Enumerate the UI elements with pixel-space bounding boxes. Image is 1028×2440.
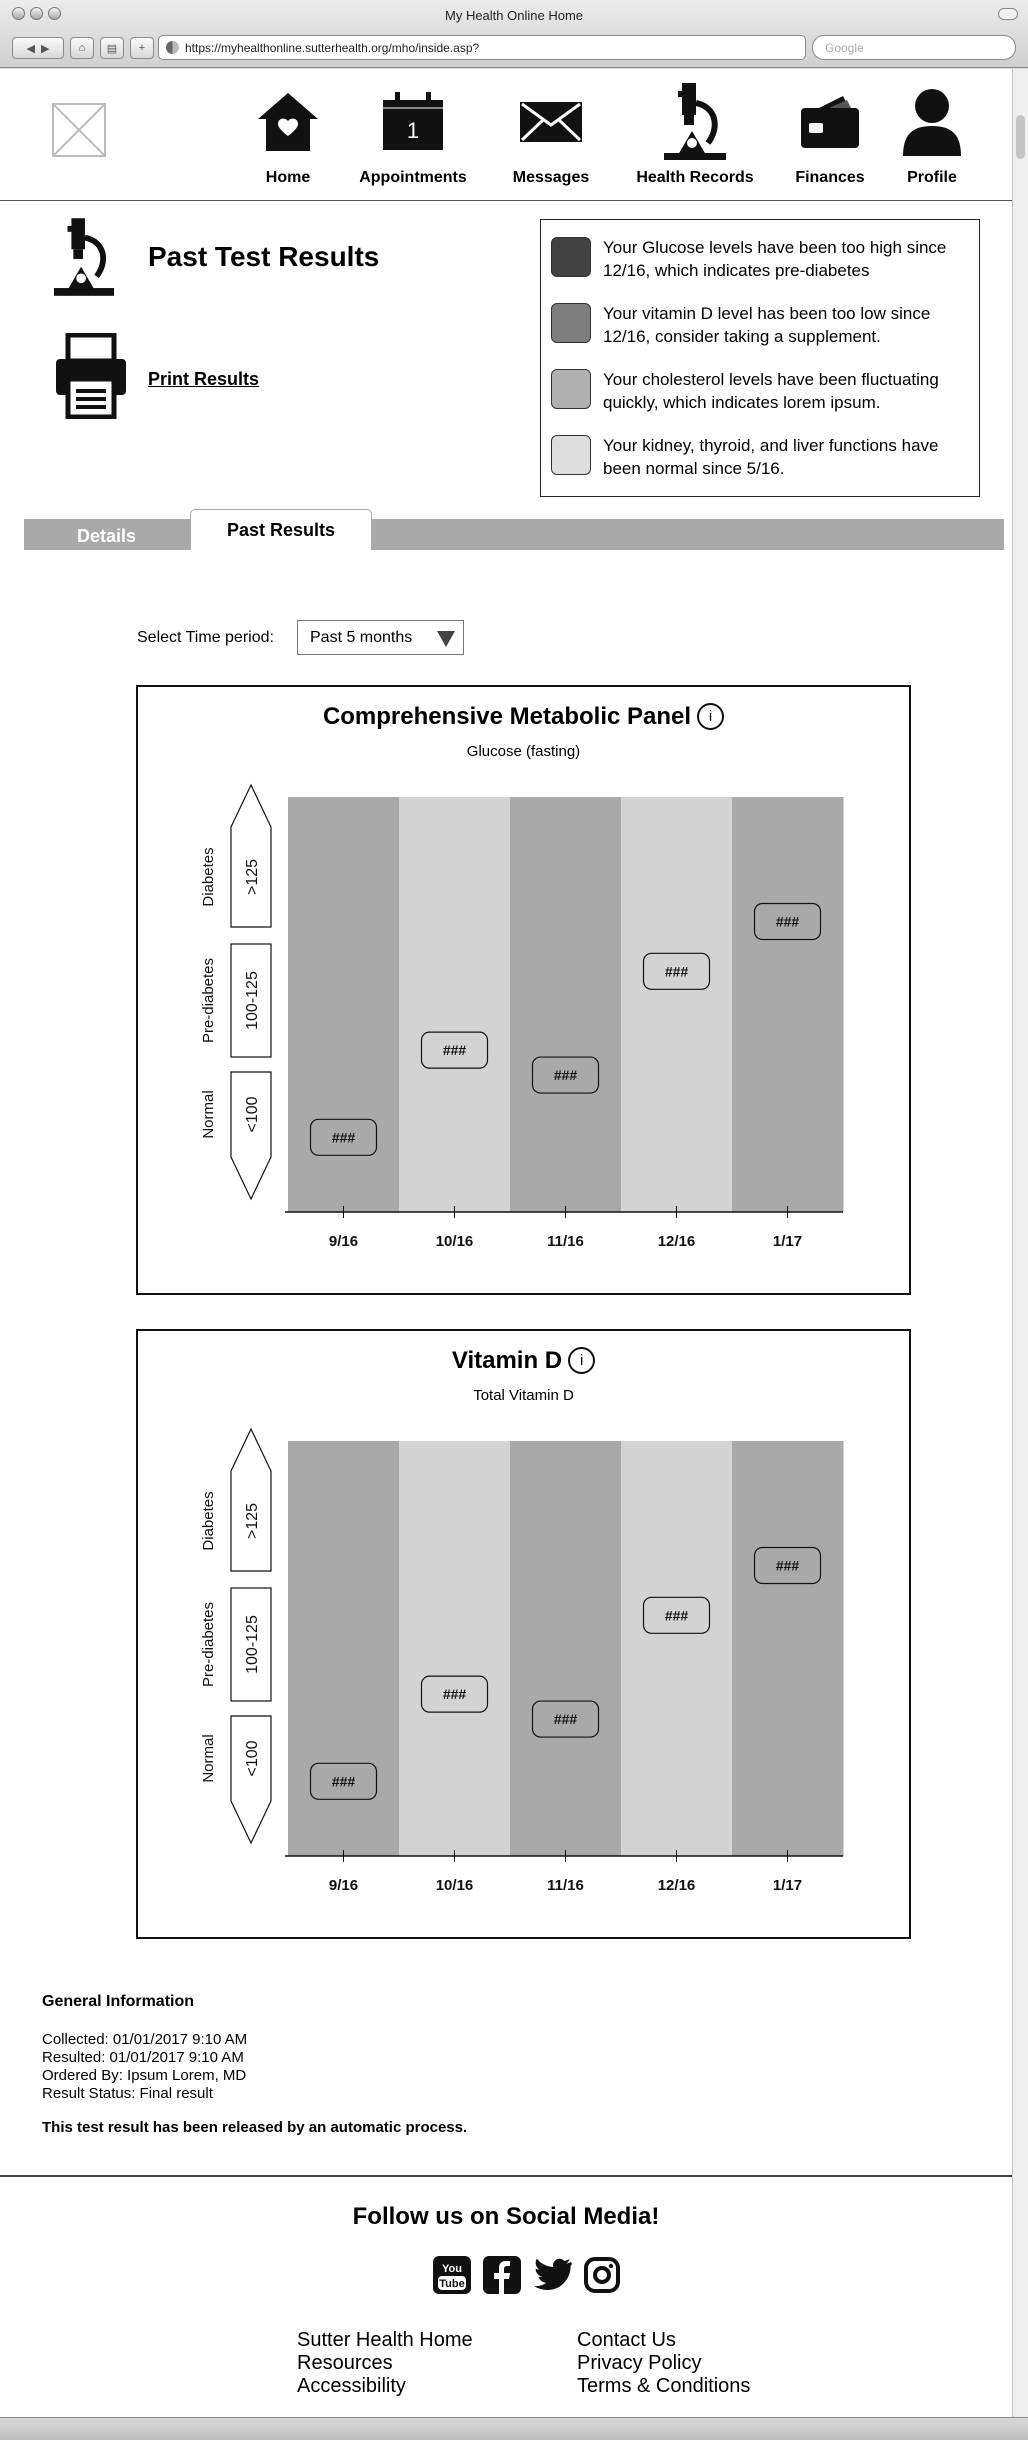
time-period-select[interactable] <box>297 620 464 655</box>
range-category-label: Pre-diabetes <box>200 957 217 1044</box>
time-period-value: Past 5 months <box>310 628 413 646</box>
youtube-icon[interactable] <box>432 2255 472 2295</box>
legend-swatch <box>551 303 591 343</box>
legend-item <box>551 369 969 435</box>
nav-appointments[interactable] <box>348 83 478 187</box>
data-point-label: ### <box>442 1686 467 1703</box>
legend-swatch <box>551 369 591 409</box>
nav-home-label: Home <box>265 169 311 186</box>
chart-title-text: Vitamin D <box>451 1347 563 1374</box>
browser-chrome <box>0 0 1028 68</box>
data-point-label: ### <box>331 1773 356 1790</box>
logo-placeholder <box>52 103 106 157</box>
site-header <box>0 69 1012 201</box>
nav-appointments-label: Appointments <box>359 169 467 186</box>
range-segment-high <box>231 1429 271 1571</box>
address-bar[interactable] <box>158 35 806 60</box>
results-summary-legend <box>540 219 980 497</box>
footer-link-resources[interactable]: Resources <box>297 2352 393 2374</box>
x-tick-label: 12/16 <box>657 1233 696 1250</box>
legend-text: Your vitamin D level has been too low since 12/16, consider taking a supplement. <box>603 304 931 346</box>
instagram-icon[interactable] <box>582 2255 622 2295</box>
result-status: Result Status: Final result <box>42 2085 213 2102</box>
calendar-badge: 1 <box>406 118 420 143</box>
data-point-label: ### <box>775 913 800 930</box>
browser-search-input[interactable]: Google <box>812 35 1016 60</box>
range-threshold-label: <100 <box>244 1096 261 1133</box>
chart-column-band <box>399 1441 511 1856</box>
general-information <box>42 1993 742 2136</box>
range-category-label: Diabetes <box>200 847 217 907</box>
general-info-heading: General Information <box>42 1993 195 2010</box>
calendar-icon <box>348 83 478 161</box>
chart-subtitle: Total Vitamin D <box>473 1387 574 1404</box>
resulted-date: Resulted: 01/01/2017 9:10 AM <box>42 2049 244 2066</box>
tab-details[interactable]: Details <box>76 526 137 546</box>
data-point-label: ### <box>442 1042 467 1059</box>
home-browser-button[interactable]: ⌂ <box>70 37 94 59</box>
x-tick-label: 9/16 <box>328 1233 359 1250</box>
chart-column-band <box>510 797 622 1212</box>
chart-title <box>138 1347 909 1375</box>
add-bookmark-button[interactable]: + <box>130 37 154 59</box>
nav-messages[interactable] <box>486 83 616 187</box>
person-icon <box>867 83 997 161</box>
legend-text: Your Glucose levels have been too high since 12/16, which indicates pre-diabetes <box>603 238 947 280</box>
toolbar-toggle-button[interactable] <box>998 8 1018 20</box>
chart-column-band <box>288 797 400 1212</box>
vitamin-d-chart-panel <box>136 1329 911 1939</box>
envelope-icon <box>486 83 616 161</box>
range-threshold-label: <100 <box>244 1740 261 1777</box>
microscope-icon <box>630 83 760 161</box>
footer-link-terms[interactable]: Terms & Conditions <box>577 2375 751 2397</box>
site-icon <box>166 41 179 54</box>
vitamin-d-chart <box>138 1331 909 1937</box>
legend-swatch <box>551 435 591 475</box>
chart-column-band <box>621 1441 733 1856</box>
data-point-label: ### <box>664 963 689 980</box>
nav-health-records-label: Health Records <box>636 169 754 186</box>
home-icon <box>223 83 353 161</box>
range-threshold-label: 100-125 <box>244 1615 261 1674</box>
nav-health-records[interactable] <box>630 83 760 187</box>
svg-text:Tube: Tube <box>439 2278 465 2290</box>
twitter-icon[interactable] <box>532 2255 572 2295</box>
chart-subtitle: Glucose (fasting) <box>466 743 581 760</box>
range-category-label: Diabetes <box>200 1491 217 1551</box>
tab-past-results[interactable]: Past Results <box>190 509 372 550</box>
time-period-label: Select Time period: <box>137 629 274 646</box>
nav-profile[interactable] <box>867 83 997 187</box>
browser-nav-buttons <box>12 37 154 59</box>
glucose-chart <box>138 687 909 1293</box>
data-point-label: ### <box>664 1607 689 1624</box>
printer-icon[interactable] <box>54 333 128 419</box>
range-category-label: Pre-diabetes <box>200 1601 217 1688</box>
info-icon[interactable]: i <box>568 1347 595 1374</box>
range-category-label: Normal <box>200 1090 217 1139</box>
data-point-label: ### <box>553 1067 578 1084</box>
chart-column-band <box>732 1441 844 1856</box>
social-links <box>432 2255 622 2295</box>
data-point-label: ### <box>553 1711 578 1728</box>
collected-date: Collected: 01/01/2017 9:10 AM <box>42 2031 248 2048</box>
chart-column-band <box>621 797 733 1212</box>
tab-bar <box>24 519 1004 550</box>
nav-home[interactable] <box>223 83 353 187</box>
chart-column-band <box>288 1441 400 1856</box>
data-point-label: ### <box>775 1557 800 1574</box>
legend-item <box>551 435 969 501</box>
info-icon[interactable]: i <box>697 703 724 730</box>
footer-link-contact[interactable]: Contact Us <box>577 2329 676 2351</box>
range-threshold-label: 100-125 <box>244 971 261 1030</box>
back-forward-buttons[interactable]: ◀ ▶ <box>12 37 64 59</box>
footer-title: Follow us on Social Media! <box>352 2203 660 2230</box>
svg-text:You: You <box>442 2263 462 2275</box>
data-point-label: ### <box>331 1129 356 1146</box>
footer-link-accessibility[interactable]: Accessibility <box>297 2375 406 2397</box>
chart-column-band <box>732 797 844 1212</box>
page-title: Past Test Results <box>148 241 380 272</box>
url-text: https://myhealthonline.sutterhealth.org/mho/inside.asp? <box>185 40 480 55</box>
x-tick-label: 12/16 <box>657 1877 696 1894</box>
chart-column-band <box>399 797 511 1212</box>
legend-swatch <box>551 237 591 277</box>
x-tick-label: 10/16 <box>435 1877 474 1894</box>
range-segment-low <box>231 1716 271 1843</box>
facebook-icon[interactable] <box>482 2255 522 2295</box>
scrollbar-thumb[interactable] <box>1016 115 1025 159</box>
range-segment-high <box>231 785 271 927</box>
browser-status-bar <box>0 2417 1028 2440</box>
range-threshold-label: >125 <box>244 1502 261 1540</box>
x-tick-label: 9/16 <box>328 1877 359 1894</box>
range-category-label: Normal <box>200 1734 217 1783</box>
nav-messages-label: Messages <box>512 169 590 186</box>
chart-column-band <box>510 1441 622 1856</box>
print-results-link[interactable]: Print Results <box>148 369 260 389</box>
footer-link-privacy[interactable]: Privacy Policy <box>577 2352 702 2374</box>
x-tick-label: 11/16 <box>547 1877 584 1894</box>
x-tick-label: 1/17 <box>772 1877 803 1894</box>
legend-item <box>551 237 969 303</box>
chart-title <box>138 703 909 731</box>
range-segment-low <box>231 1072 271 1199</box>
nav-profile-label: Profile <box>907 169 957 186</box>
footer-link-sutter-home[interactable]: Sutter Health Home <box>297 2329 473 2351</box>
range-threshold-label: >125 <box>244 858 261 896</box>
legend-text: Your cholesterol levels have been fluctuating quickly, which indicates lorem ipsum. <box>603 370 939 412</box>
legend-text: Your kidney, thyroid, and liver functions have been normal since 5/16. <box>603 436 939 478</box>
footer-links-left <box>297 2329 473 2398</box>
release-note: This test result has been released by an automatic process. <box>42 2119 468 2136</box>
page-content <box>0 69 1012 2417</box>
x-tick-label: 11/16 <box>547 1233 584 1250</box>
chart-title-text: Comprehensive Metabolic Panel <box>322 703 692 730</box>
dropdown-arrow-icon <box>437 631 455 647</box>
site-footer <box>0 2175 1012 2417</box>
x-tick-label: 10/16 <box>435 1233 474 1250</box>
ordered-by: Ordered By: Ipsum Lorem, MD <box>42 2067 247 2084</box>
nav-finances-label: Finances <box>795 169 865 186</box>
footer-links-right <box>577 2329 750 2398</box>
print-browser-button[interactable]: ▤ <box>100 37 124 59</box>
glucose-chart-panel <box>136 685 911 1295</box>
legend-item <box>551 303 969 369</box>
vertical-scrollbar[interactable] <box>1012 69 1028 2417</box>
x-tick-label: 1/17 <box>772 1233 803 1250</box>
microscope-icon <box>52 217 116 299</box>
window-title: My Health Online Home <box>445 8 583 23</box>
